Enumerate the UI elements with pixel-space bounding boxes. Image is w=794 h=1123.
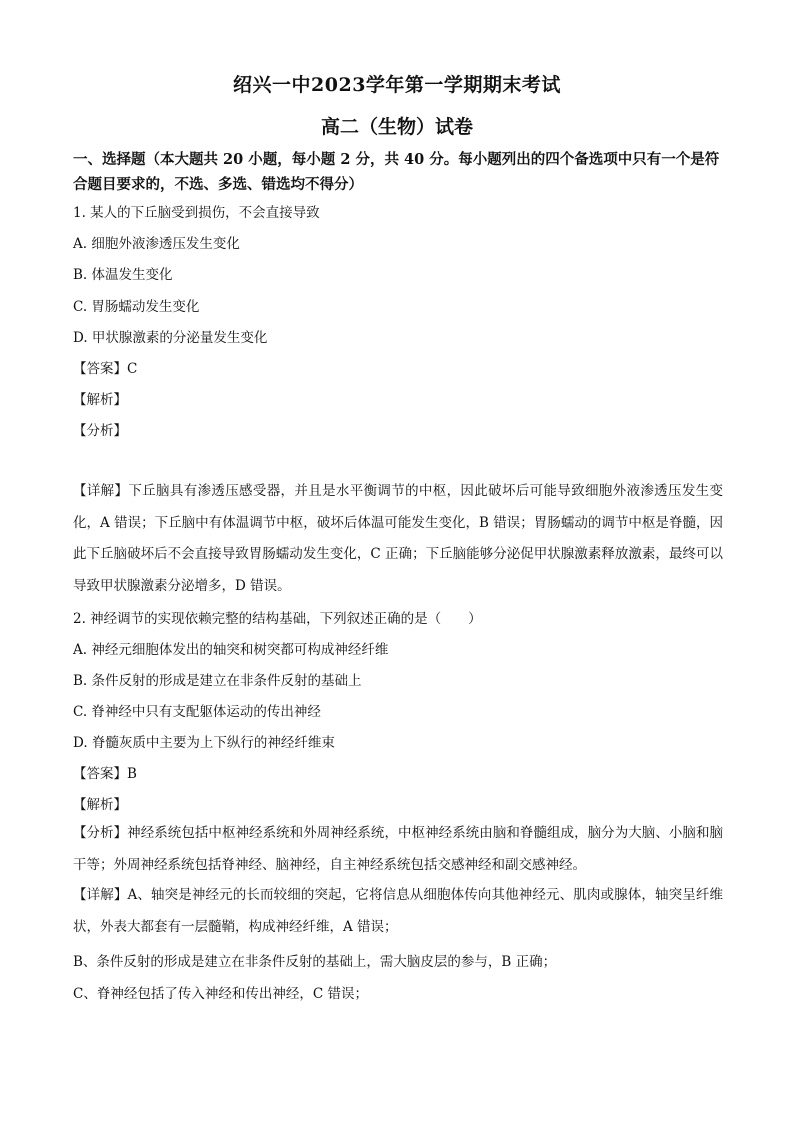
q1-stem: 1. 某人的下丘脑受到损伤，不会直接导致 bbox=[73, 205, 320, 221]
q1-option-a: A. 细胞外液渗透压发生变化 bbox=[73, 236, 240, 252]
q1-option-c: C. 胃肠蠕动发生变化 bbox=[73, 299, 200, 315]
q2-option-a: A. 神经元细胞体发出的轴突和树突都可构成神经纤维 bbox=[73, 642, 389, 658]
q2-jiexi-label: 【解析】 bbox=[73, 797, 127, 813]
q2-stem: 2. 神经调节的实现依赖完整的结构基础，下列叙述正确的是（ ） bbox=[73, 611, 482, 627]
q2-option-c: C. 脊神经中只有支配躯体运动的传出神经 bbox=[73, 704, 321, 720]
section-header: 一、选择题（本大题共 20 小题，每小题 2 分，共 40 分。每小题列出的四个备选项中只有一个是符合题目要求的，不选、多选、错选均不得分） bbox=[73, 151, 720, 193]
q1-option-b: B. 体温发生变化 bbox=[73, 267, 173, 283]
q1-jiexi-label: 【解析】 bbox=[73, 392, 127, 408]
q2-detail-b: B、条件反射的形成是建立在非条件反射的基础上，需大脑皮层的参与，B 正确； bbox=[73, 954, 557, 970]
exam-title: 绍兴一中2023学年第一学期期末考试 bbox=[233, 74, 561, 96]
exam-subtitle: 高二（生物）试卷 bbox=[320, 116, 473, 138]
q2-fenxi: 【分析】神经系统包括中枢神经系统和外周神经系统，中枢神经系统由脑和脊髓组成，脑分为大脑、小脑和脑干等；外周神经系统包括脊神经、脑神经，自主神经系统包括交感神经和副交感神经。 bbox=[73, 825, 723, 873]
q1-fenxi-label: 【分析】 bbox=[73, 423, 127, 439]
q2-option-d: D. 脊髓灰质中主要为上下纵行的神经纤维束 bbox=[73, 735, 335, 751]
q1-option-d: D. 甲状腺激素的分泌量发生变化 bbox=[73, 330, 268, 346]
q2-answer: 【答案】B bbox=[73, 766, 137, 782]
q1-detail: 【详解】下丘脑具有渗透压感受器，并且是水平衡调节的中枢，因此破坏后可能导致细胞外液渗透压发生变化，A 错误；下丘脑中有体温调节中枢，破坏后体温可能发生变化，B 错误；胃肠蠕动的调节中枢是脊髓，因此下丘脑破坏后不会直接导致胃肠蠕动发生变化，C 正确；下丘脑能够分泌促甲状腺激素释放激素，最终可以导致甲状腺激素分泌增多，D 错误。 bbox=[73, 483, 723, 594]
q2-detail-c: C、脊神经包括了传入神经和传出神经，C 错误； bbox=[73, 986, 368, 1002]
q1-answer: 【答案】C bbox=[73, 361, 138, 377]
q2-detail-a: 【详解】A、轴突是神经元的长而较细的突起，它将信息从细胞体传向其他神经元、肌肉或腺体，轴突呈纤维状，外表大都套有一层髓鞘，构成神经纤维，A 错误； bbox=[73, 887, 723, 935]
q2-option-b: B. 条件反射的形成是建立在非条件反射的基础上 bbox=[73, 673, 362, 689]
